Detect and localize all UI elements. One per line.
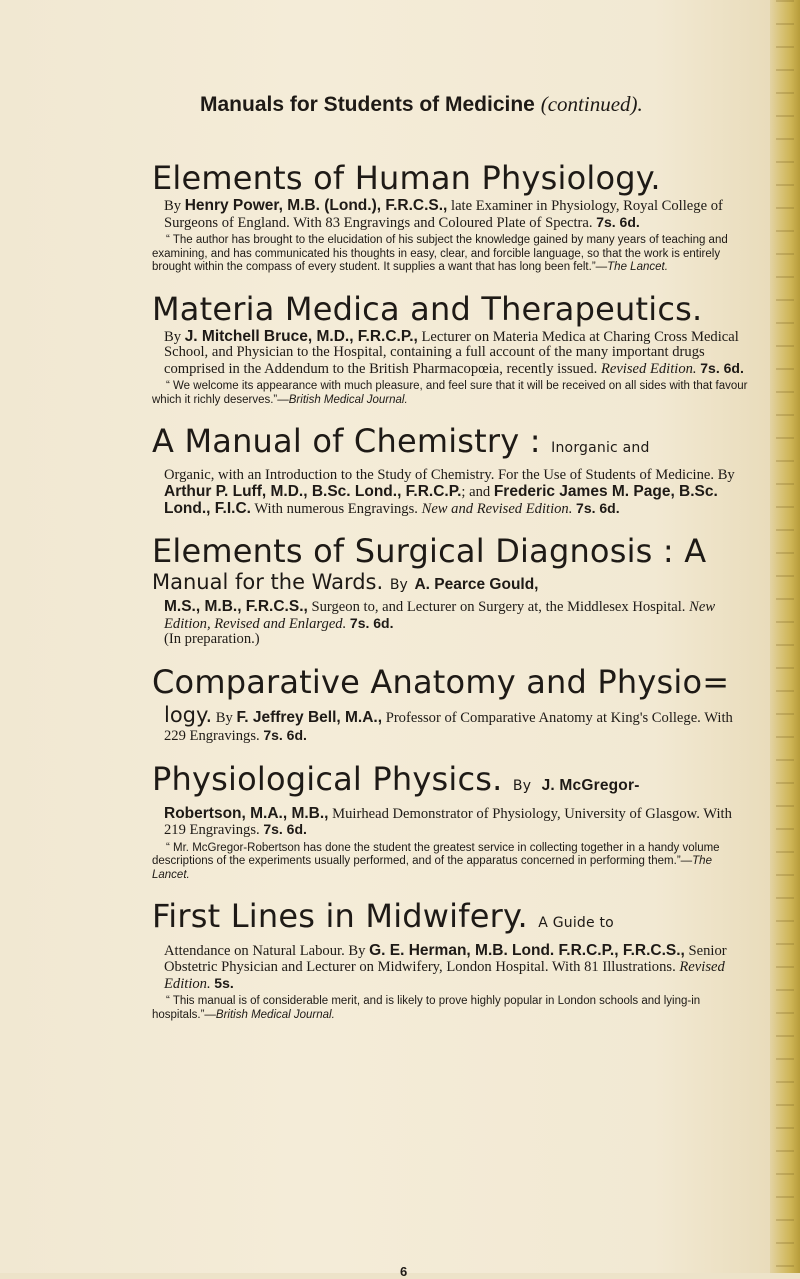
entry-price: 7s. 6d. [596, 213, 640, 230]
entry-review: “ Mr. McGregor-Robertson has done the student the greatest service in collecting together in a handy volume descriptions of the experiments usually performed, and of the apparatus concerned in performing them.”—The Lancet. [152, 841, 720, 881]
entry-edition: New Edition, Revised and Enlarged. [164, 599, 716, 632]
entry-materia-medica [152, 291, 752, 408]
entry-surgical-diagnosis [152, 533, 752, 648]
entry-author: G. E. Herman, M.B. Lond. F.R.C.P., F.R.C.S., [369, 942, 685, 960]
entry-price: 5s. [214, 974, 234, 991]
entry-price: 7s. 6d. [349, 614, 394, 631]
entry-description: By Henry Power, M.B. (Lond.), F.R.C.S., late Examiner in Physiology, Royal College of Surgeons of England. With 83 Engravings and Coloured Plate of Spectra. 7s. 6d. [164, 197, 723, 231]
entry-physiological-physics [152, 761, 752, 883]
header-continued: (continued). [540, 92, 643, 116]
entry-title: Comparative Anatomy and Physio= [152, 663, 730, 702]
entry-author: J. McGregor- [541, 776, 640, 794]
entry-description: Attendance on Natural Labour. By G. E. Herman, M.B. Lond. F.R.C.P., F.R.C.S., Senior Obstetric Physician and Lecturer on Midwifery, London Hospital. With 81 Illustrations. Revised Edition. 5s. [164, 942, 727, 992]
review-source: British Medical Journal. [215, 1008, 335, 1021]
review-source: The Lancet. [152, 855, 712, 881]
entry-title-continued: Manual for the Wards. By A. Pearce Gould, [152, 570, 539, 595]
entry-edition: Revised Edition. [164, 958, 725, 992]
page-number: 6 [400, 1264, 408, 1279]
entry-edition: New and Revised Edition. [421, 500, 573, 517]
entry-human-physiology [152, 160, 752, 275]
entry-author: J. Mitchell Bruce, M.D., F.R.C.P., [184, 327, 418, 345]
entry-author: Henry Power, M.B. (Lond.), F.R.C.S., [184, 197, 448, 214]
entry-description: Robertson, M.A., M.B., Muirhead Demonstrator of Physiology, University of Glasgow. With 219 Engravings. 7s. 6d. [164, 804, 732, 839]
entry-title-tail: A Guide to [538, 915, 614, 932]
entry-title: Elements of Human Physiology. [152, 159, 661, 197]
book-edge [770, 0, 800, 1273]
entry-price: 7s. 6d. [700, 359, 744, 376]
entry-title: A Manual of Chemistry : Inorganic and [152, 422, 650, 461]
entry-title-continued: logy. [164, 703, 213, 728]
entry-author: F. Jeffrey Bell, M.A., [236, 709, 383, 727]
entry-title: First Lines in Midwifery. A Guide to [152, 897, 614, 936]
entry-author: A. Pearce Gould, [414, 576, 539, 594]
entry-title: Physiological Physics. By J. McGregor- [152, 759, 640, 798]
entry-title: Materia Medica and Therapeutics. [152, 289, 703, 328]
review-source: The Lancet. [607, 261, 668, 274]
entry-note: (In preparation.) [164, 631, 260, 648]
entry-price: 7s. 6d. [263, 821, 307, 838]
entry-chemistry [152, 423, 752, 517]
entry-title-tail: Inorganic and [551, 440, 650, 457]
header-text: Manuals for Students of Medicine [200, 93, 535, 116]
entry-price: 7s. 6d. [263, 727, 307, 744]
entry-author: Arthur P. Luff, M.D., B.Sc. Lond., F.R.C.P. [164, 483, 462, 501]
entry-author-2: Frederic James M. Page, B.Sc. Lond., F.I.C. [164, 483, 718, 517]
entry-comparative-anatomy [152, 664, 752, 745]
catalogue [152, 160, 752, 1038]
entry-description: M.S., M.B., F.R.C.S., Surgeon to, and Lecturer on Surgery at, the Middlesex Hospital. New Edition, Revised and Enlarged. 7s. 6d. (In preparation.) [164, 598, 716, 648]
entry-review: “ This manual is of considerable merit, and is likely to prove highly popular in London schools and lying-in hospitals.”—British Medical Journal. [152, 995, 701, 1021]
entry-description: logy. By F. Jeffrey Bell, M.A., Professor of Comparative Anatomy at King's College. With 229 Engravings. 7s. 6d. [164, 703, 733, 745]
entry-title: Elements of Surgical Diagnosis : A [152, 532, 707, 571]
review-source: British Medical Journal. [288, 393, 408, 406]
page-header [200, 92, 643, 117]
entry-description: By J. Mitchell Bruce, M.D., F.R.C.P., Lecturer on Materia Medica at Charing Cross Medical School, and Physician to the Hospital, containing a full account of the many important drugs comprised in the Addendum to the British Pharmacopœia, recently issued. Revised Edition. 7s. 6d. [164, 327, 744, 377]
entry-midwifery [152, 898, 752, 1022]
entry-description: Organic, with an Introduction to the Study of Chemistry. For the Use of Students of Medicine. By Arthur P. Luff, M.D., B.Sc. Lond., F.R.C.P.; and Frederic James M. Page, B.Sc. Lond., F.I.C. With numerous Engravings. New and Revised Edition. 7s. 6d. [164, 467, 735, 517]
entry-review: “ We welcome its appearance with much pleasure, and feel sure that it will be received on all sides with that favour which it richly deserves.”—British Medical Journal. [152, 380, 748, 406]
entry-review: “ The author has brought to the elucidation of his subject the knowledge gained by many years of teaching and examining, and has communicated his thoughts in easy, clear, and forcible language, so that the work is entirely brought within the compass of every student. It supplies a want that has long been felt.”—The Lancet. [152, 234, 728, 274]
entry-edition: Revised Edition. [600, 360, 697, 377]
entry-price: 7s. 6d. [576, 499, 620, 516]
